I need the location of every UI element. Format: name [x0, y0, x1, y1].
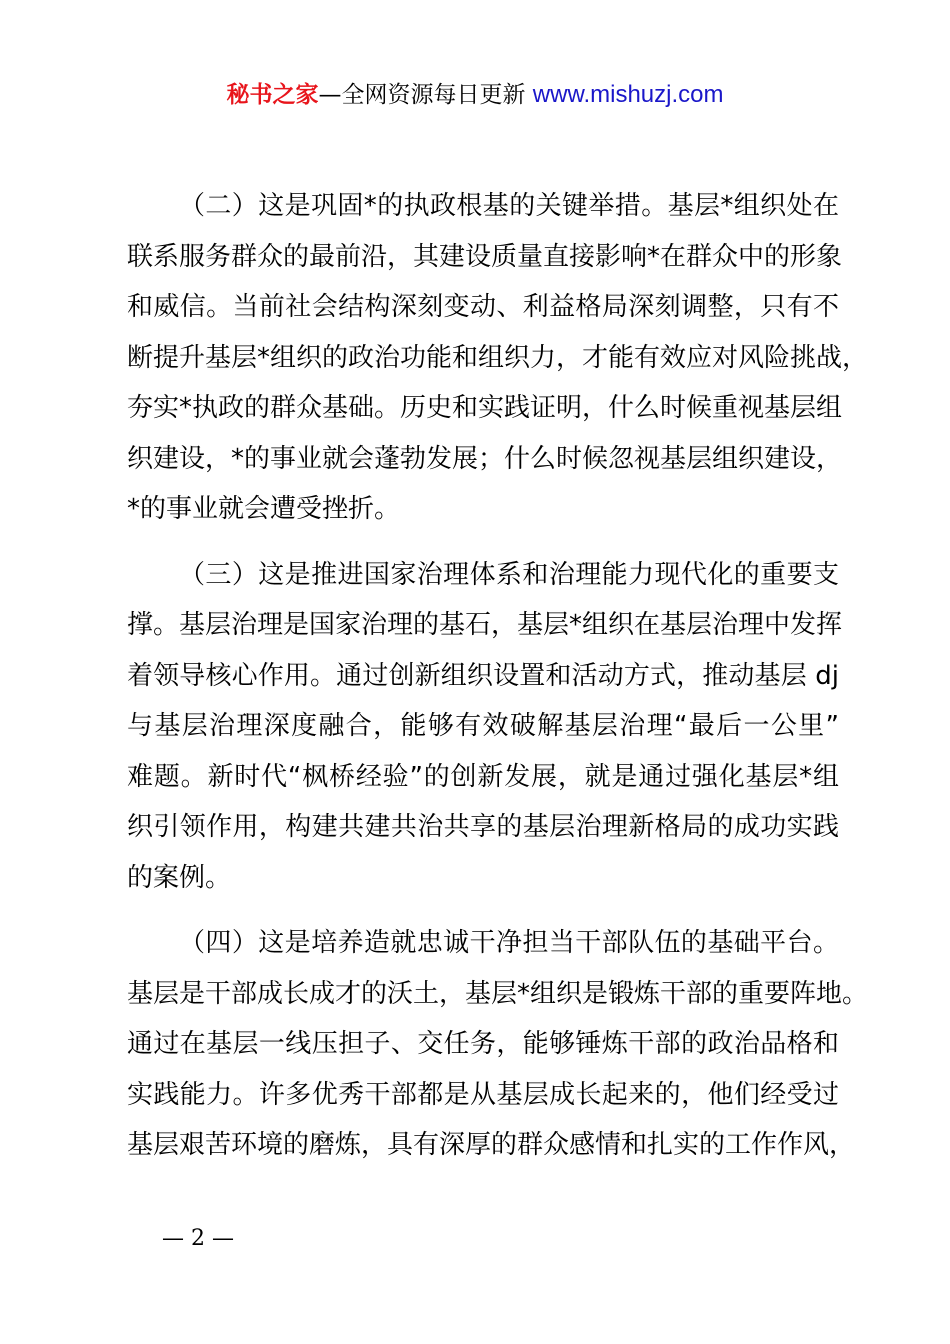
paragraph-line: 夯实*执政的群众基础。历史和实践证明，什么时候重视基层组	[127, 393, 843, 423]
site-url-link[interactable]: www.mishuzj.com	[532, 81, 724, 108]
paragraph-line: 基层是干部成长成才的沃土，基层*组织是锻炼干部的重要阵地。	[127, 978, 869, 1009]
site-header	[0, 80, 950, 110]
page-number: — 2 —	[162, 1226, 234, 1251]
paragraph-line: 联系服务群众的最前沿，其建设质量直接影响*在群众中的形象	[127, 241, 843, 272]
site-brand: 秘书之家	[226, 82, 319, 108]
paragraph-2	[127, 181, 869, 535]
paragraph-line: 通过在基层一线压担子、交任务，能够锤炼干部的政治品格和	[127, 1029, 839, 1059]
paragraph-3	[127, 550, 843, 904]
paragraph-line: 和威信。当前社会结构深刻变动、利益格局深刻调整，只有不	[127, 292, 839, 322]
paragraph-line: 的案例。	[127, 862, 232, 893]
paragraph-line: （三）这是推进国家治理体系和治理能力现代化的重要支	[179, 559, 839, 590]
paragraph-line: （四）这是培养造就忠诚干净担当干部队伍的基础平台。	[179, 928, 839, 958]
paragraph-line: 断提升基层*组织的政治功能和组织力，才能有效应对风险挑战，	[127, 342, 869, 373]
paragraph-line: 织引领作用，构建共建共治共享的基层治理新格局的成功实践	[127, 812, 839, 842]
paragraph-line: 难题。新时代“枫桥经验”的创新发展，就是通过强化基层*组	[127, 761, 839, 792]
paragraph-4	[127, 918, 869, 1171]
paragraph-line: 着领导核心作用。通过创新组织设置和活动方式，推动基层 dj	[127, 660, 839, 691]
site-slogan: —全网资源每日更新	[318, 82, 533, 108]
paragraph-line: 撑。基层治理是国家治理的基石，基层*组织在基层治理中发挥	[127, 610, 843, 640]
paragraph-line: 织建设，*的事业就会蓬勃发展；什么时候忽视基层组织建设，	[127, 443, 843, 474]
paragraph-line: 实践能力。许多优秀干部都是从基层成长起来的，他们经受过	[127, 1079, 839, 1110]
paragraph-line: （二）这是巩固*的执政根基的关键举措。基层*组织处在	[179, 191, 839, 221]
paragraph-line: 基层艰苦环境的磨炼，具有深厚的群众感情和扎实的工作作风，	[127, 1130, 856, 1160]
paragraph-line: 与基层治理深度融合，能够有效破解基层治理“最后一公里”	[127, 711, 839, 741]
paragraph-line: *的事业就会遭受挫折。	[127, 494, 401, 524]
document-body	[127, 181, 869, 1186]
